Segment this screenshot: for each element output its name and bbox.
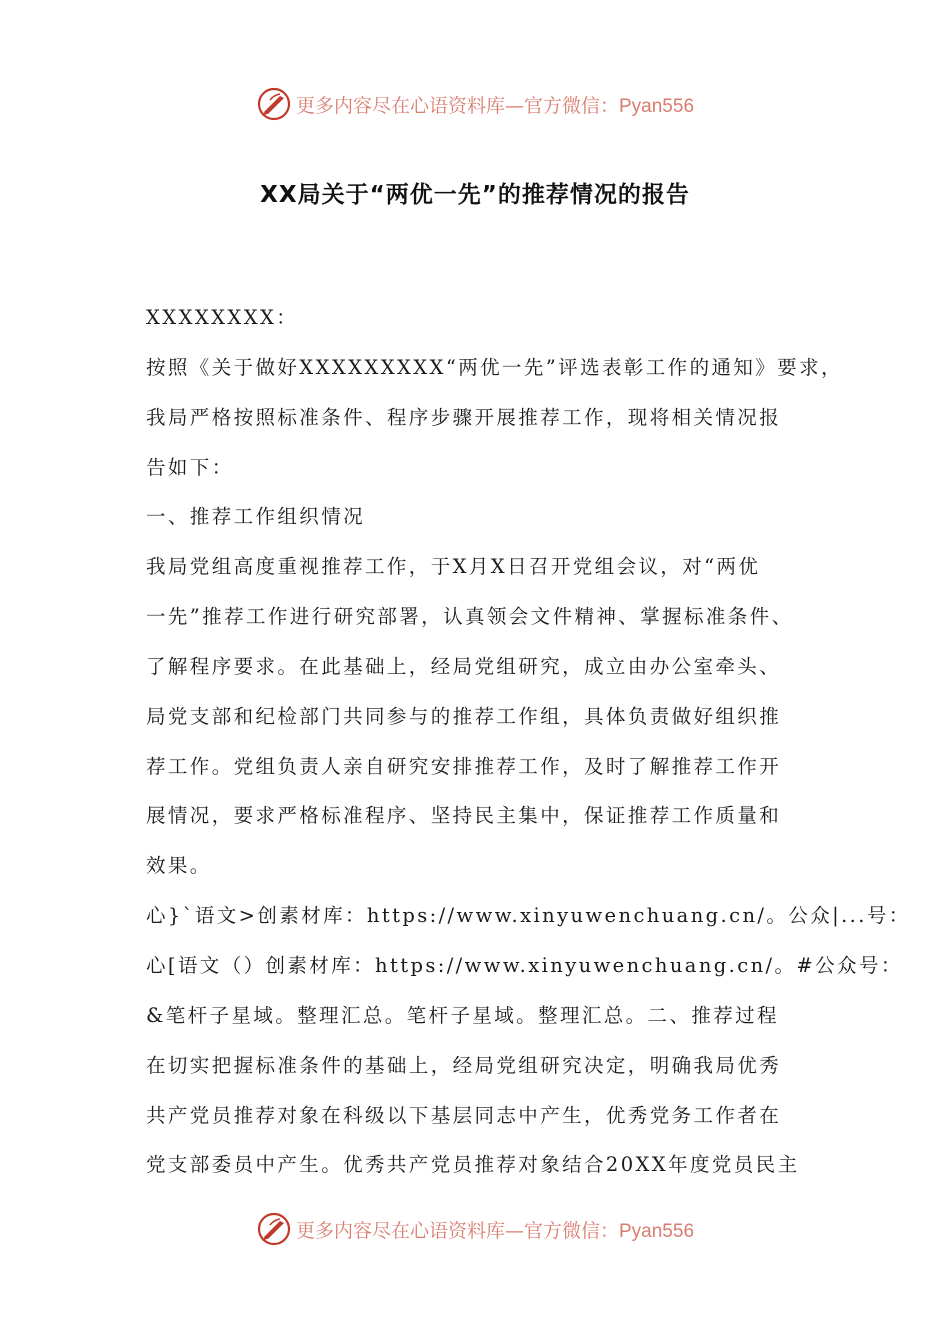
paragraph-line: 我局党组高度重视推荐工作，于X月X日召开党组会议，对“两优: [146, 555, 761, 579]
paragraph-line: 按照《关于做好XXXXXXXXX“两优一先”评选表彰工作的通知》要求，: [146, 355, 843, 379]
paragraph-line: 一先”推荐工作进行研究部署，认真领会文件精神、掌握标准条件、: [146, 605, 794, 629]
noise-line: 心}`语文>创素材库：https://www.xinyuwenchuang.cn/。公众|...号：: [146, 904, 911, 928]
document-body: [146, 300, 911, 1197]
noise-line: &笔杆子星域。整理汇总。笔杆子星域。整理汇总。二、推荐过程: [146, 1003, 779, 1027]
paragraph-line: 荐工作。党组负责人亲自研究安排推荐工作，及时了解推荐工作开: [146, 754, 782, 778]
header-watermark: [0, 80, 950, 128]
paragraph-line: 效果。: [146, 854, 212, 878]
watermark-text: 更多内容尽在心语资料库—官方微信：Pyan556: [295, 94, 695, 117]
salutation-line: XXXXXXXX：: [146, 306, 299, 329]
watermark-text: 更多内容尽在心语资料库—官方微信：Pyan556: [295, 1219, 695, 1242]
paragraph-line: 了解程序要求。在此基础上，经局党组研究，成立由办公室牵头、: [146, 654, 782, 678]
paragraph-line: 我局严格按照标准条件、程序步骤开展推荐工作，现将相关情况报: [146, 405, 782, 429]
document-title: XX局关于“两优一先”的推荐情况的报告: [260, 182, 690, 208]
paragraph-line: 展情况，要求严格标准程序、坚持民主集中，保证推荐工作质量和: [146, 804, 782, 828]
footer-watermark: [0, 1205, 950, 1253]
noise-line: 心[语文（）创素材库：https://www.xinyuwenchuang.cn/。#公众号：: [146, 953, 903, 977]
paragraph-line: 共产党员推荐对象在科级以下基层同志中产生，优秀党务工作者在: [146, 1103, 782, 1127]
pen-logo-icon: [256, 86, 292, 122]
paragraph-line: 局党支部和纪检部门共同参与的推荐工作组，具体负责做好组织推: [146, 704, 782, 728]
paragraph-line: 在切实把握标准条件的基础上，经局党组研究决定，明确我局优秀: [146, 1053, 782, 1077]
section-heading: 一、推荐工作组织情况: [146, 505, 366, 529]
paragraph-line: 告如下：: [146, 455, 234, 479]
paragraph-line: 党支部委员中产生。优秀共产党员推荐对象结合20XX年度党员民主: [146, 1153, 800, 1177]
pen-logo-icon: [256, 1211, 292, 1247]
